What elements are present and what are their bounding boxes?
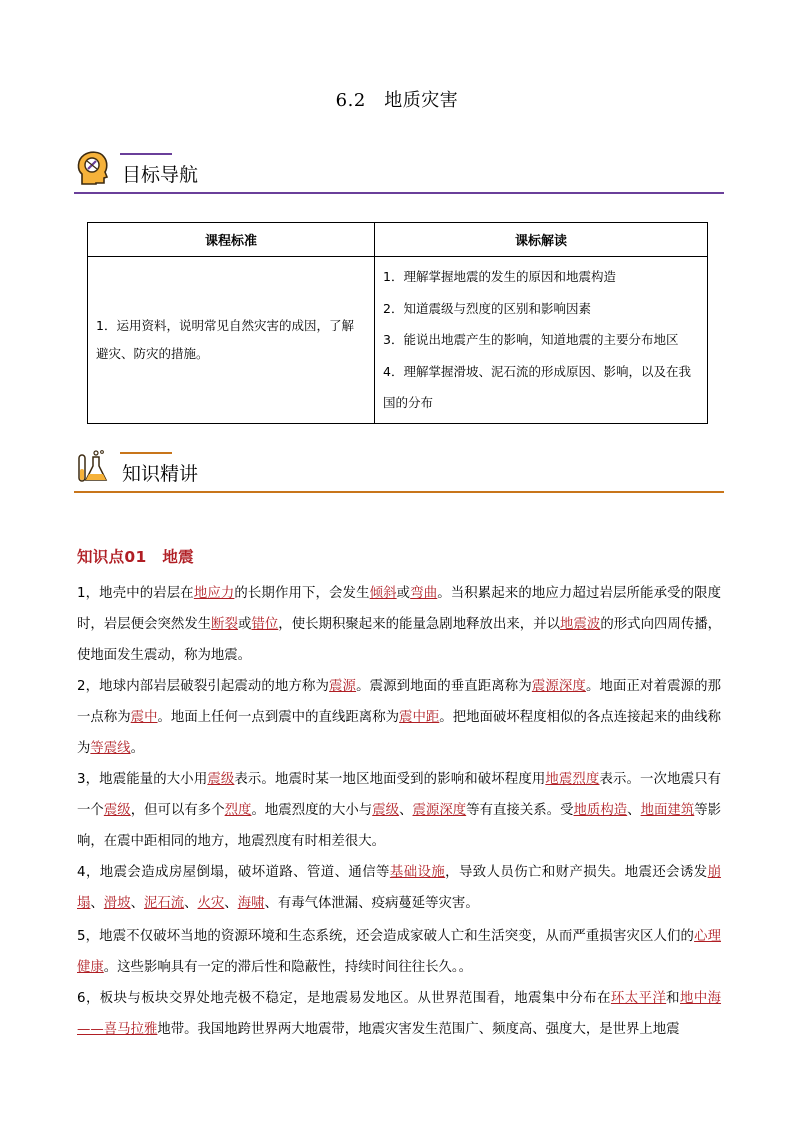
key-term: 震源 <box>329 679 357 694</box>
paragraph-text: 2，地球内部岩层破裂引起震动的地方称为 <box>77 679 330 694</box>
key-term: 震源深度 <box>531 679 586 694</box>
key-term: 环太平洋 <box>610 991 667 1006</box>
paragraph-text: 的形式向四周传播，使地面发生震动，称为地震。 <box>77 617 722 663</box>
paragraph-text: 6，板块与板块交界处地壳极不稳定，是地震易发地区。从世界范围看，地震集中分布在 <box>77 991 611 1006</box>
paragraph <box>77 921 721 983</box>
knowledge-point-title: 知识点01 地震 <box>77 548 194 566</box>
paragraph-text: 等有直接关系。受 <box>466 803 574 818</box>
curriculum-table <box>87 222 708 424</box>
section-goal-navigation <box>74 150 724 194</box>
paragraph-text: 4，地震会造成房屋倒塌，破坏道路、管道、通信等 <box>77 865 390 880</box>
section-label-knowledge: 知识精讲 <box>122 463 199 485</box>
paragraph-text: 和 <box>666 991 680 1006</box>
paragraph-text: 。把地面破坏程度相似的各点连接起来的曲线称为 <box>77 710 722 756</box>
paragraph-text: 、有毒气体泄漏、疫病蔓延等灾害。 <box>264 896 479 911</box>
paragraph-text: 5，地震不仅破坏当地的资源环境和生态系统，还会造成家破人亡和生活突变，从而严重损害灾区人们的 <box>77 929 695 944</box>
paragraph-text: 的长期作用下，会发生 <box>234 586 370 601</box>
paragraph-text: ，但可以有多个 <box>130 803 225 818</box>
interpretation-item: 2．知道震级与烈度的区别和影响因素 <box>383 300 591 316</box>
paragraph-text: 。地震烈度的大小与 <box>251 803 373 818</box>
key-term: 崩塌 <box>77 865 722 911</box>
paragraph <box>77 983 721 1045</box>
key-term: 泥石流 <box>143 896 185 911</box>
key-term: 震中 <box>130 710 158 725</box>
key-term: 震中距 <box>399 710 440 725</box>
paragraph-text: 、 <box>224 896 238 911</box>
paragraph-text: 或 <box>238 617 252 632</box>
key-term: 震级 <box>372 803 400 818</box>
decor-line <box>120 452 172 454</box>
paragraph-text: 地带。我国地跨世界两大地震带，地震灾害发生范围广、频度高、强度大，是世界上地震 <box>157 1022 680 1037</box>
paragraph <box>77 764 721 857</box>
table-header-standard: 课程标准 <box>88 223 375 257</box>
section-knowledge <box>74 449 724 493</box>
key-term: 震级 <box>207 772 235 787</box>
paragraph-text: 、 <box>184 896 198 911</box>
key-term: 地中海——喜马拉雅 <box>77 991 722 1037</box>
interpretation-item: 4．理解掌握滑坡、泥石流的形成原因、影响，以及在我国的分布 <box>383 363 691 410</box>
key-term: 震源深度 <box>412 803 467 818</box>
paragraph-text: 、 <box>90 896 104 911</box>
table-row <box>88 257 708 424</box>
key-term: 震级 <box>103 803 131 818</box>
key-term: 火灾 <box>197 896 225 911</box>
decor-line <box>120 153 172 155</box>
key-term: 地面建筑 <box>640 803 695 818</box>
paragraph-text: 。这些影响具有一定的滞后性和隐蔽性，持续时间往往长久。。 <box>103 960 473 975</box>
key-term: 地应力 <box>193 586 235 601</box>
paragraph-text: 、 <box>399 803 413 818</box>
key-term: 烈度 <box>224 803 252 818</box>
page-title: 6.2 地质灾害 <box>335 90 459 111</box>
paragraph-text: 、 <box>130 896 144 911</box>
interpretation-item: 1．理解掌握地震的发生的原因和地震构造 <box>383 269 616 284</box>
paragraph <box>77 578 721 671</box>
brain-compass-icon <box>76 150 110 186</box>
paragraph-text: 。地面正对着震源的那一点称为 <box>77 679 722 725</box>
key-term: 心理健康 <box>77 929 721 975</box>
interpretation-item: 3．能说出地震产生的影响，知道地震的主要分布地区 <box>383 332 679 347</box>
paragraph-text: 表示。地震时某一地区地面受到的影响和破坏程度用 <box>234 772 546 787</box>
key-term: 海啸 <box>237 896 265 911</box>
paragraph <box>77 671 721 764</box>
lab-flask-icon <box>76 449 110 485</box>
paragraph-text: 表示。一次地震只有一个 <box>77 772 722 818</box>
paragraph-text: 。地面上任何一点到震中的直线距离称为 <box>157 710 400 725</box>
paragraph-text: 。当积累起来的地应力超过岩层所能承受的限度时，岩层便会突然发生 <box>77 586 722 632</box>
key-term: 等震线 <box>90 741 131 756</box>
section-label-goal: 目标导航 <box>122 164 199 186</box>
paragraph-text: 。 <box>130 741 144 756</box>
paragraph-text: ，使长期积聚起来的能量急剧地释放出来，并以 <box>278 617 561 632</box>
paragraph-text: 1，地壳中的岩层在 <box>77 586 194 601</box>
paragraph-text: 3，地震能量的大小用 <box>77 772 208 787</box>
key-term: 地质构造 <box>573 803 628 818</box>
key-term: 地震波 <box>560 617 601 632</box>
section-rule <box>74 192 724 194</box>
key-term: 断裂 <box>211 617 239 632</box>
section-rule <box>74 491 724 493</box>
key-term: 滑坡 <box>103 896 131 911</box>
key-term: 错位 <box>251 617 279 632</box>
table-cell-interpretation <box>375 257 708 424</box>
key-term: 倾斜 <box>369 586 397 601</box>
table-header-interpretation: 课标解读 <box>375 223 708 257</box>
key-term: 弯曲 <box>410 586 438 601</box>
paragraph-text: 、 <box>627 803 641 818</box>
table-cell-standard: 1．运用资料，说明常见自然灾害的成因，了解避灾、防灾的措施。 <box>88 257 375 424</box>
paragraph-text: 等影响，在震中距相同的地方，地震烈度有时相差很大。 <box>77 803 722 849</box>
paragraph-text: 或 <box>396 586 411 601</box>
paragraph-text: ，导致人员伤亡和财产损失。地震还会诱发 <box>445 865 708 880</box>
paragraph-text: 。震源到地面的垂直距离称为 <box>356 679 532 694</box>
key-term: 地震烈度 <box>545 772 600 787</box>
key-term: 基础设施 <box>389 865 446 880</box>
paragraph <box>77 857 721 919</box>
table-header-row <box>88 223 708 257</box>
